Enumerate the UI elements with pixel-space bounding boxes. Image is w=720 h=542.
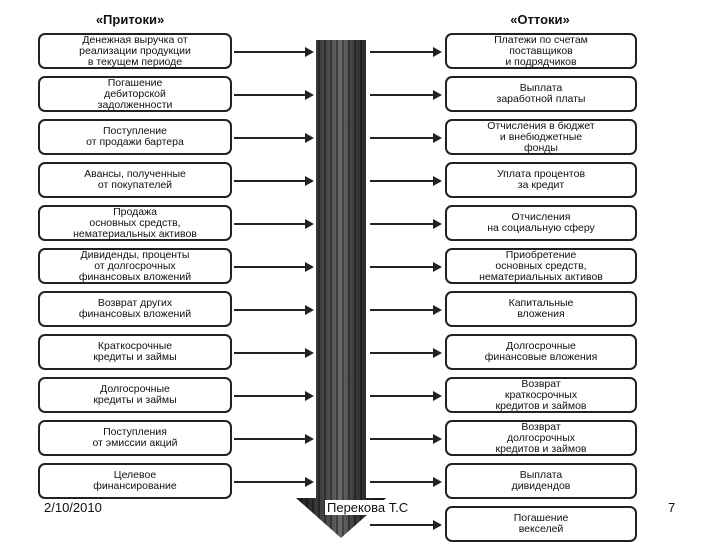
inflow-box: Дивиденды, проценты от долгосрочных финансовых вложений bbox=[38, 248, 232, 284]
outflow-arrow bbox=[370, 266, 440, 268]
outflow-arrow bbox=[370, 94, 440, 96]
footer-page-number: 7 bbox=[668, 500, 676, 515]
inflow-box: Погашение дебиторской задолженности bbox=[38, 76, 232, 112]
inflows-header: «Притоки» bbox=[95, 12, 165, 27]
inflow-arrow bbox=[234, 137, 312, 139]
outflow-box: Капитальные вложения bbox=[445, 291, 637, 327]
inflow-box: Поступления от эмиссии акций bbox=[38, 420, 232, 456]
inflow-box: Долгосрочные кредиты и займы bbox=[38, 377, 232, 413]
inflow-box: Краткосрочные кредиты и займы bbox=[38, 334, 232, 370]
footer-author: Перекова Т.С bbox=[327, 500, 409, 515]
outflow-arrow bbox=[370, 481, 440, 483]
outflow-arrow bbox=[370, 223, 440, 225]
outflow-arrow bbox=[370, 137, 440, 139]
outflow-arrow bbox=[370, 180, 440, 182]
inflow-arrow bbox=[234, 51, 312, 53]
inflow-box: Авансы, полученные от покупателей bbox=[38, 162, 232, 198]
inflow-box: Поступление от продажи бартера bbox=[38, 119, 232, 155]
spine-arrow-texture bbox=[296, 40, 386, 538]
inflow-arrow bbox=[234, 309, 312, 311]
outflow-box: Отчисления в бюджет и внебюджетные фонды bbox=[445, 119, 637, 155]
outflow-box: Приобретение основных средств, нематериальных активов bbox=[445, 248, 637, 284]
outflow-box: Погашение векселей bbox=[445, 506, 637, 542]
outflow-box: Возврат краткосрочных кредитов и займов bbox=[445, 377, 637, 413]
outflow-box: Уплата процентов за кредит bbox=[445, 162, 637, 198]
outflow-box: Отчисления на социальную сферу bbox=[445, 205, 637, 241]
inflow-arrow bbox=[234, 266, 312, 268]
footer-date: 2/10/2010 bbox=[44, 500, 102, 515]
outflow-arrow bbox=[370, 309, 440, 311]
inflow-arrow bbox=[234, 438, 312, 440]
outflow-box: Долгосрочные финансовые вложения bbox=[445, 334, 637, 370]
inflow-box: Возврат других финансовых вложений bbox=[38, 291, 232, 327]
inflow-arrow bbox=[234, 395, 312, 397]
inflow-box: Продажа основных средств, нематериальных активов bbox=[38, 205, 232, 241]
inflow-arrow bbox=[234, 223, 312, 225]
outflow-box: Выплата дивидендов bbox=[445, 463, 637, 499]
outflow-arrow bbox=[370, 438, 440, 440]
inflow-box: Денежная выручка от реализации продукции в текущем периоде bbox=[38, 33, 232, 69]
inflow-arrow bbox=[234, 352, 312, 354]
inflow-box: Целевое финансирование bbox=[38, 463, 232, 499]
outflow-box: Платежи по счетам поставщиков и подрядчиков bbox=[445, 33, 637, 69]
inflow-arrow bbox=[234, 94, 312, 96]
outflow-box: Возврат долгосрочных кредитов и займов bbox=[445, 420, 637, 456]
outflow-arrow bbox=[370, 352, 440, 354]
outflow-arrow bbox=[370, 51, 440, 53]
inflow-arrow bbox=[234, 481, 312, 483]
outflows-header: «Оттоки» bbox=[510, 12, 570, 27]
inflow-arrow bbox=[234, 180, 312, 182]
outflow-arrow bbox=[370, 395, 440, 397]
outflow-box: Выплата заработной платы bbox=[445, 76, 637, 112]
outflow-arrow bbox=[370, 524, 440, 526]
